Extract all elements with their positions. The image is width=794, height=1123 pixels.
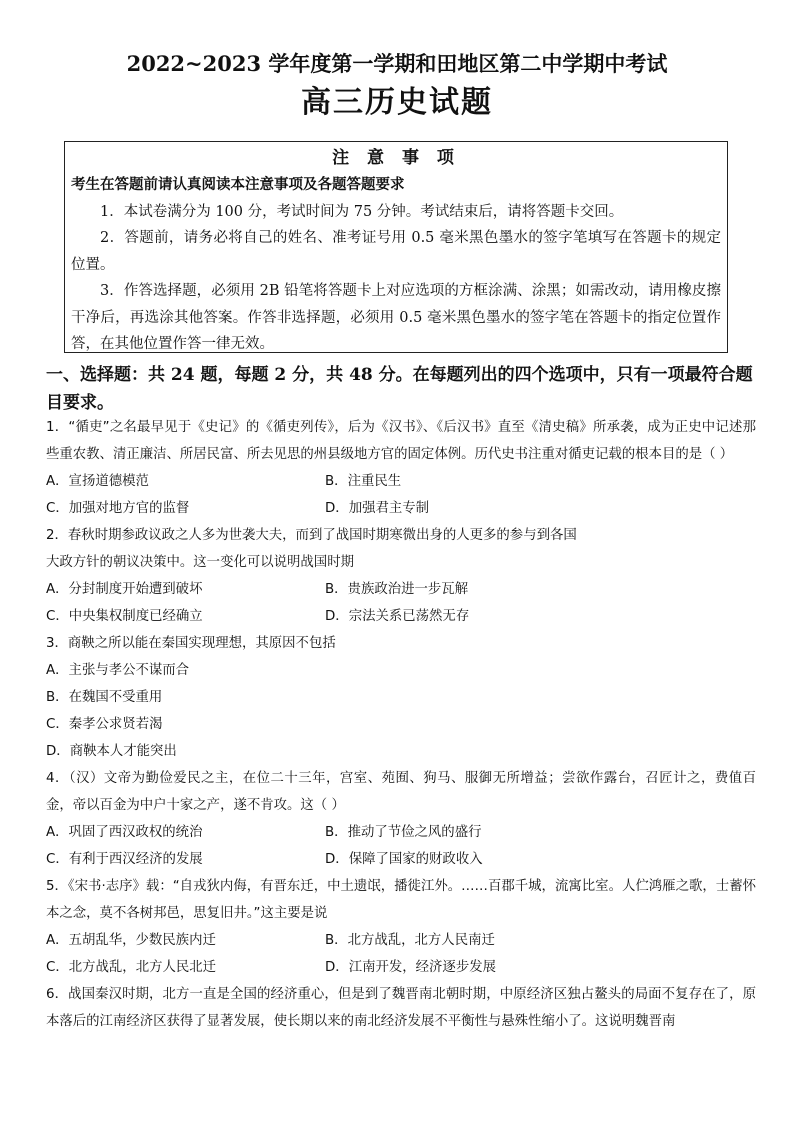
option-d: D．保障了国家的财政收入 bbox=[325, 852, 483, 867]
option-a: A．宣扬道德模范 bbox=[46, 474, 149, 489]
question-stem: 2．春秋时期参政议政之人多为世袭大夫，而到了战国时期寒微出身的人更多的参与到各国 bbox=[46, 528, 577, 543]
question-stem: 6．战国秦汉时期，北方一直是全国的经济重心，但是到了魏晋南北朝时期，中原经济区独占鳌头的局面不复存在了，原本落后的江南经济区获得了显著发展，使长期以来的南北经济发展不平衡性与悬殊性缩小了。这说明魏晋南 bbox=[46, 987, 756, 1029]
question-stem: 4．（汉）文帝为勤俭爱民之主，在位二十三年，宫室、苑囿、狗马、服御无所增益；尝欲作露台，召匠计之，费值百金，帝以百金为中户十家之产，遂不肯攻。这（ ） bbox=[46, 771, 756, 813]
option-b: B．注重民生 bbox=[325, 474, 402, 489]
option-b: B．推动了节俭之风的盛行 bbox=[325, 825, 482, 840]
question-stem: 3．商鞅之所以能在秦国实现理想，其原因不包括 bbox=[46, 636, 336, 651]
question-stem: 1．“循吏”之名最早见于《史记》的《循吏列传》，后为《汉书》、《后汉书》直至《清史稿》所承袭，成为正史中记述那些重农教、清正廉洁、所居民富、所去见思的州县级地方官的固定体例。历代史书注重对循吏记载的根本目的是（ ） bbox=[46, 420, 756, 462]
exam-title: 2022~2023 学年度第一学期和田地区第二中学期中考试 bbox=[126, 51, 668, 76]
notice-box bbox=[64, 141, 728, 353]
option-a: A．分封制度开始遭到破坏 bbox=[46, 582, 203, 597]
option-b: B．在魏国不受重用 bbox=[46, 690, 163, 705]
option-a: A．主张与孝公不谋而合 bbox=[46, 663, 190, 678]
option-c: C．加强对地方官的监督 bbox=[46, 501, 190, 516]
notice-item: 2．答题前，请务必将自己的姓名、准考证号用 0.5 毫米黑色墨水的签字笔填写在答题卡的规定位置。 bbox=[71, 230, 721, 273]
section-heading: 一、选择题：共 24 题，每题 2 分，共 48 分。在每题列出的四个选项中，只有一项最符合题目要求。 bbox=[46, 365, 753, 413]
option-c: C．北方战乱，北方人民北迁 bbox=[46, 960, 217, 975]
question-2 bbox=[46, 522, 756, 630]
option-d: D．江南开发，经济逐步发展 bbox=[325, 960, 496, 975]
option-b: B．贵族政治进一步瓦解 bbox=[325, 582, 469, 597]
exam-subtitle: 高三历史试题 bbox=[301, 85, 493, 120]
question-5 bbox=[46, 873, 756, 981]
question-stem-continued: 大政方针的朝议决策中。这一变化可以说明战国时期 bbox=[46, 555, 354, 570]
question-4 bbox=[46, 765, 756, 873]
option-b: B．北方战乱，北方人民南迁 bbox=[325, 933, 495, 948]
question-6 bbox=[46, 981, 756, 1035]
option-a: A．五胡乱华，少数民族内迁 bbox=[46, 933, 216, 948]
notice-heading: 注 意 事 项 bbox=[332, 148, 460, 168]
question-3 bbox=[46, 630, 756, 765]
option-a: A．巩固了西汉政权的统治 bbox=[46, 825, 203, 840]
option-d: D．宗法关系已荡然无存 bbox=[325, 609, 470, 624]
question-1 bbox=[46, 414, 756, 522]
notice-item: 3．作答选择题，必须用 2B 铅笔将答题卡上对应选项的方框涂满、涂黑；如需改动，请用橡皮擦干净后，再选涂其他答案。作答非选择题，必须用 0.5 毫米黑色墨水的签字笔在答题卡的指定位置作答，在其他位置作答一律无效。 bbox=[71, 283, 721, 352]
option-c: C．秦孝公求贤若渴 bbox=[46, 717, 163, 732]
option-c: C．有利于西汉经济的发展 bbox=[46, 852, 203, 867]
question-list bbox=[46, 414, 756, 1035]
option-c: C．中央集权制度已经确立 bbox=[46, 609, 203, 624]
option-d: D．商鞅本人才能突出 bbox=[46, 744, 177, 759]
question-stem: 5．《宋书·志序》载：“自戎狄内侮，有晋东迁，中土遗氓，播徙江外。……百郡千城，流寓比室。人伫鸿雁之歌，士蓄怀本之念，莫不各树邦邑，思复旧井。”这主要是说 bbox=[46, 879, 756, 921]
notice-item: 1．本试卷满分为 100 分，考试时间为 75 分钟。考试结束后，请将答题卡交回。 bbox=[100, 203, 624, 220]
notice-subheading: 考生在答题前请认真阅读本注意事项及各题答题要求 bbox=[71, 176, 405, 193]
option-d: D．加强君主专制 bbox=[325, 501, 430, 516]
